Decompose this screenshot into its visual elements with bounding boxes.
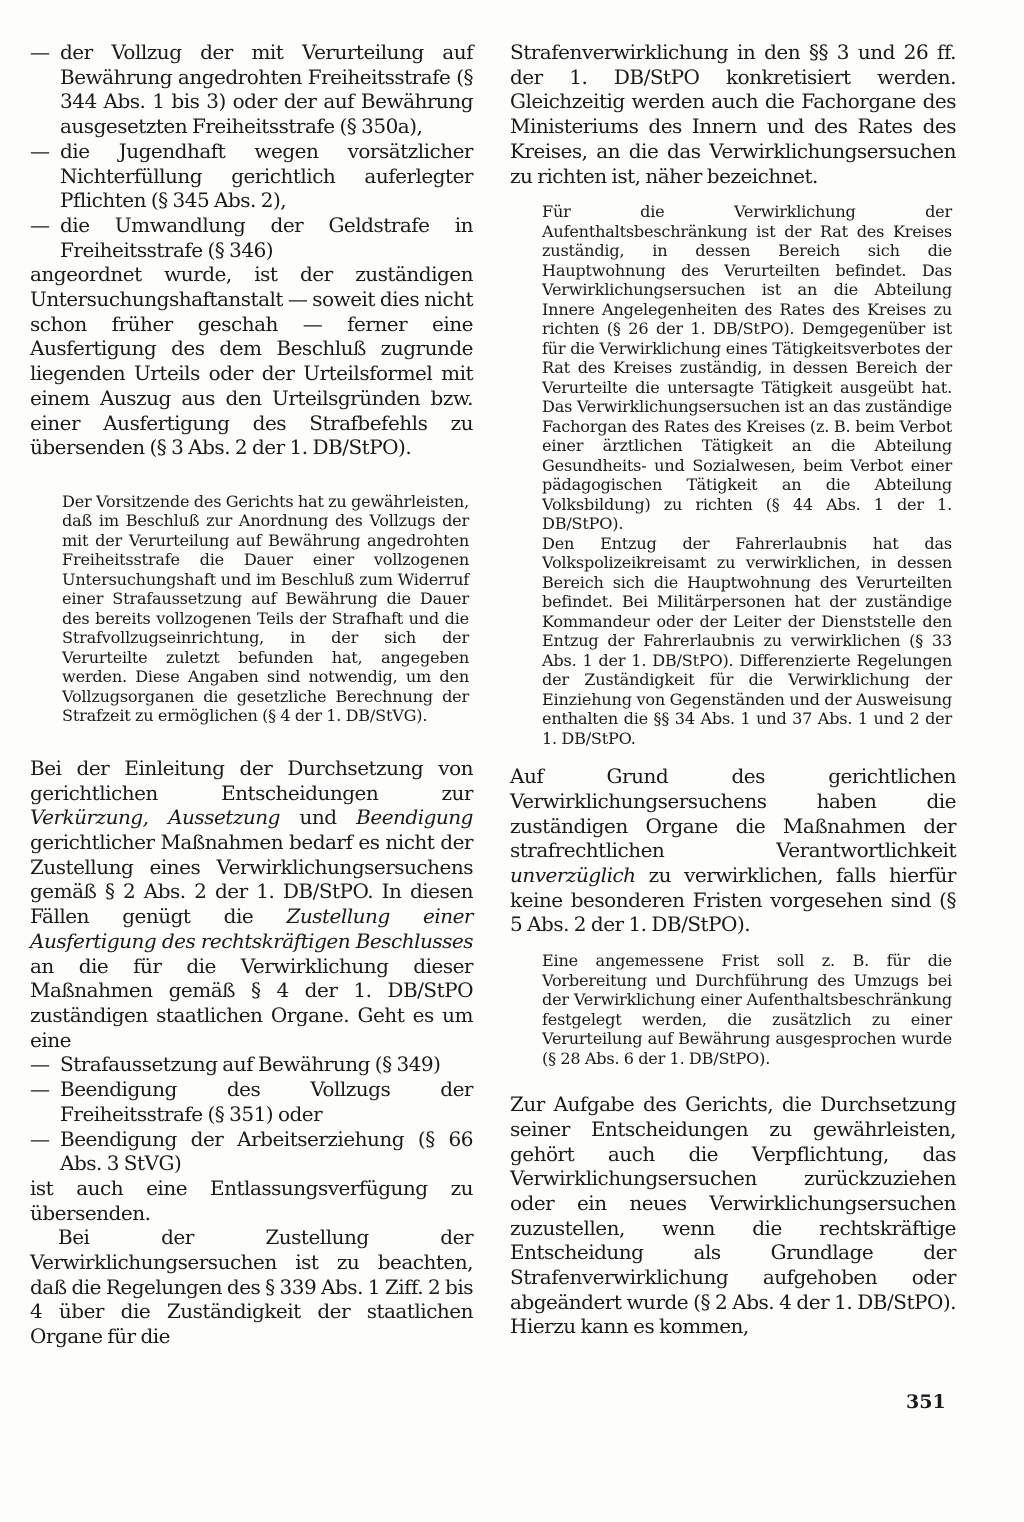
right-column [510,40,956,1339]
list-item [30,1127,473,1176]
dash-marker: — [30,1077,50,1102]
paragraph-intro: Bei der Einleitung der Durchsetzung von gerichtlichen Entscheidungen zur Verkürzung, Aussetzung und Beendigung gerichtlicher Maßnahmen bedarf es nicht der Zustellung eines Verwirklichungsersuchens gemäß § 2 Abs. 2 der 1. DB/StPO. In diesen Fällen genügt die Zustellung einer Ausfertigung des rechtskräftigen Beschlusses an die für die Verwirklichung dieser Maßnahmen gemäß § 4 der 1. DB/StPO zuständigen staatlichen Organe. Geht es um eine [30,755,473,1052]
paragraph-task: Zur Aufgabe des Gerichts, die Durchsetzung seiner Entscheidungen zu gewährleisten, gehört auch die Verpflichtung, das Verwirklichungsersuchen zurückzuziehen oder ein neues Verwirklichungsersuchen zuzustellen, wenn die rechtskräftige Entscheidung als Grundlage der Strafenverwirklichung aufgehoben oder abgeändert wurde (§ 2 Abs. 4 der 1. DB/StPO). Hierzu kann es kommen, [510,1092,956,1339]
dash-marker: — [30,212,50,237]
list-item [30,213,473,262]
dash-marker: — [30,138,50,163]
dash-marker: — [30,1052,50,1077]
paragraph-delivery: Bei der Zustellung der Verwirklichungsersuchen ist zu beachten, daß die Regelungen des § 339 Abs. 1 Ziff. 2 bis 4 über die Zuständigkeit der staatlichen Organe für die [30,1225,474,1349]
paragraph-basis: Auf Grund des gerichtlichen Verwirklichungsersuchens haben die zuständigen Organe die Maßnahmen der strafrechtlichen Verantwortlichkeit unverzüglich zu verwirklichen, falls hierfür keine besonderen Fristen vorgesehen sind (§ 5 Abs. 2 der 1. DB/StPO). [510,764,956,937]
paragraph-continuation: Strafenverwirklichung in den §§ 3 und 26 ff. der 1. DB/StPO konkretisiert werden. Gleichzeitig werden auch die Fachorgane des Ministeriums des Innern und des Rates des Kreises, an die das Verwirklichungsersuchen zu richten ist, näher bezeichnet. [510,40,956,188]
list-item-text: der Vollzug der mit Verurteilung auf Bewährung angedrohten Freiheitsstrafe (§ 344 Abs. 1 bis 3) oder der auf Bewährung ausgesetzten Freiheitsstrafe (§ 350a), [60,40,473,139]
list-item [30,139,473,213]
paragraph-ordered: angeordnet wurde, ist der zuständigen Untersuchungshaftanstalt — soweit dies nicht schon früher geschah — ferner eine Ausfertigung des dem Beschluß zugrunde liegenden Urteils oder der Urteilsformel mit einem Auszug aus den Urteilsgründen bzw. einer Ausfertigung des Strafbefehls zu übersenden (§ 3 Abs. 2 der 1. DB/StPO). [30,262,473,460]
list-item-text: Strafaussetzung auf Bewährung (§ 349) [60,1052,441,1077]
note-residence: Für die Verwirklichung der Aufenthaltsbeschränkung ist der Rat des Kreises zuständig, in dessen Bereich sich die Hauptwohnung des Verurteilten befindet. Das Verwirklichungsersuchen ist an die Abteilung Innere Angelegenheiten des Rates des Kreises zu richten (§ 26 der 1. DB/StPO). Demgegenüber ist für die Verwirklichung eines Tätigkeitsverbotes der Rat des Kreises zuständig, in dessen Bereich der Verurteilte die untersagte Tätigkeit ausgeübt hat. Das Verwirklichungsersuchen ist an das zuständige Fachorgan des Rates des Kreises (z. B. beim Verbot einer ärztlichen Tätigkeit an die Abteilung Gesundheits- und Sozialwesen, beim Verbot einer pädagogischen Tätigkeit an die Abteilung Volksbildung) zu richten (§ 44 Abs. 1 der 1. DB/StPO). [542,202,952,534]
list-item [30,1052,473,1077]
list-item [30,1077,473,1126]
note-deadline: Eine angemessene Frist soll z. B. für die Vorbereitung und Durchführung des Umzugs bei der Verwirklichung einer Aufenthaltsbeschränkung festgelegt werden, die zusätzlich zu einer Verurteilung auf Bewährung ausgesprochen wurde (§ 28 Abs. 6 der 1. DB/StPO). [542,951,952,1068]
page-number: 351 [906,1391,946,1413]
dash-marker: — [30,40,50,64]
left-column [30,40,473,1349]
note-license: Den Entzug der Fahrerlaubnis hat das Volkspolizeikreisamt zu verwirklichen, in dessen Bereich sich die Hauptwohnung des Verurteilten befindet. Bei Militärpersonen hat der zuständige Kommandeur oder der Leiter der Dienststelle den Entzug der Fahrerlaubnis zu verwirklichen (§ 33 Abs. 1 der 1. DB/StPO). Differenzierte Regelungen der Zuständigkeit für die Verwirklichung der Einziehung von Gegenständen und der Ausweisung enthalten die §§ 34 Abs. 1 und 37 Abs. 1 und 2 der 1. DB/StPO. [542,533,952,748]
list-item-text: die Jugendhaft wegen vorsätzlicher Nichterfüllung gerichtlich auferlegter Pflichten (§ 345 Abs. 2), [60,138,473,213]
list-item [30,40,473,139]
list-item-text: Beendigung der Arbeitserziehung (§ 66 Abs. 3 StVG) [60,1126,473,1176]
list-item-text: die Umwandlung der Geldstrafe in Freiheitsstrafe (§ 346) [60,212,473,262]
paragraph-release: ist auch eine Entlassungsverfügung zu übersenden. [30,1175,473,1225]
dash-marker: — [30,1126,50,1151]
list-item-text: Beendigung des Vollzugs der Freiheitsstrafe (§ 351) oder [60,1077,473,1126]
note-chair: Der Vorsitzende des Gerichts hat zu gewährleisten, daß im Beschluß zur Anordnung des Vollzugs der mit der Verurteilung auf Bewährung angedrohten Freiheitsstrafe die Dauer einer vollzogenen Untersuchungshaft und im Beschluß zum Widerruf einer Strafaussetzung auf Bewährung die Dauer des bereits vollzogenen Teils der Strafhaft und die Strafvollzugseinrichtung, in der sich der Verurteilte zuletzt befunden hat, angegeben werden. Diese Angaben sind notwendig, um den Vollzugsorganen die gesetzliche Berechnung der Strafzeit zu ermöglichen (§ 4 der 1. DB/StVG). [62,491,469,726]
